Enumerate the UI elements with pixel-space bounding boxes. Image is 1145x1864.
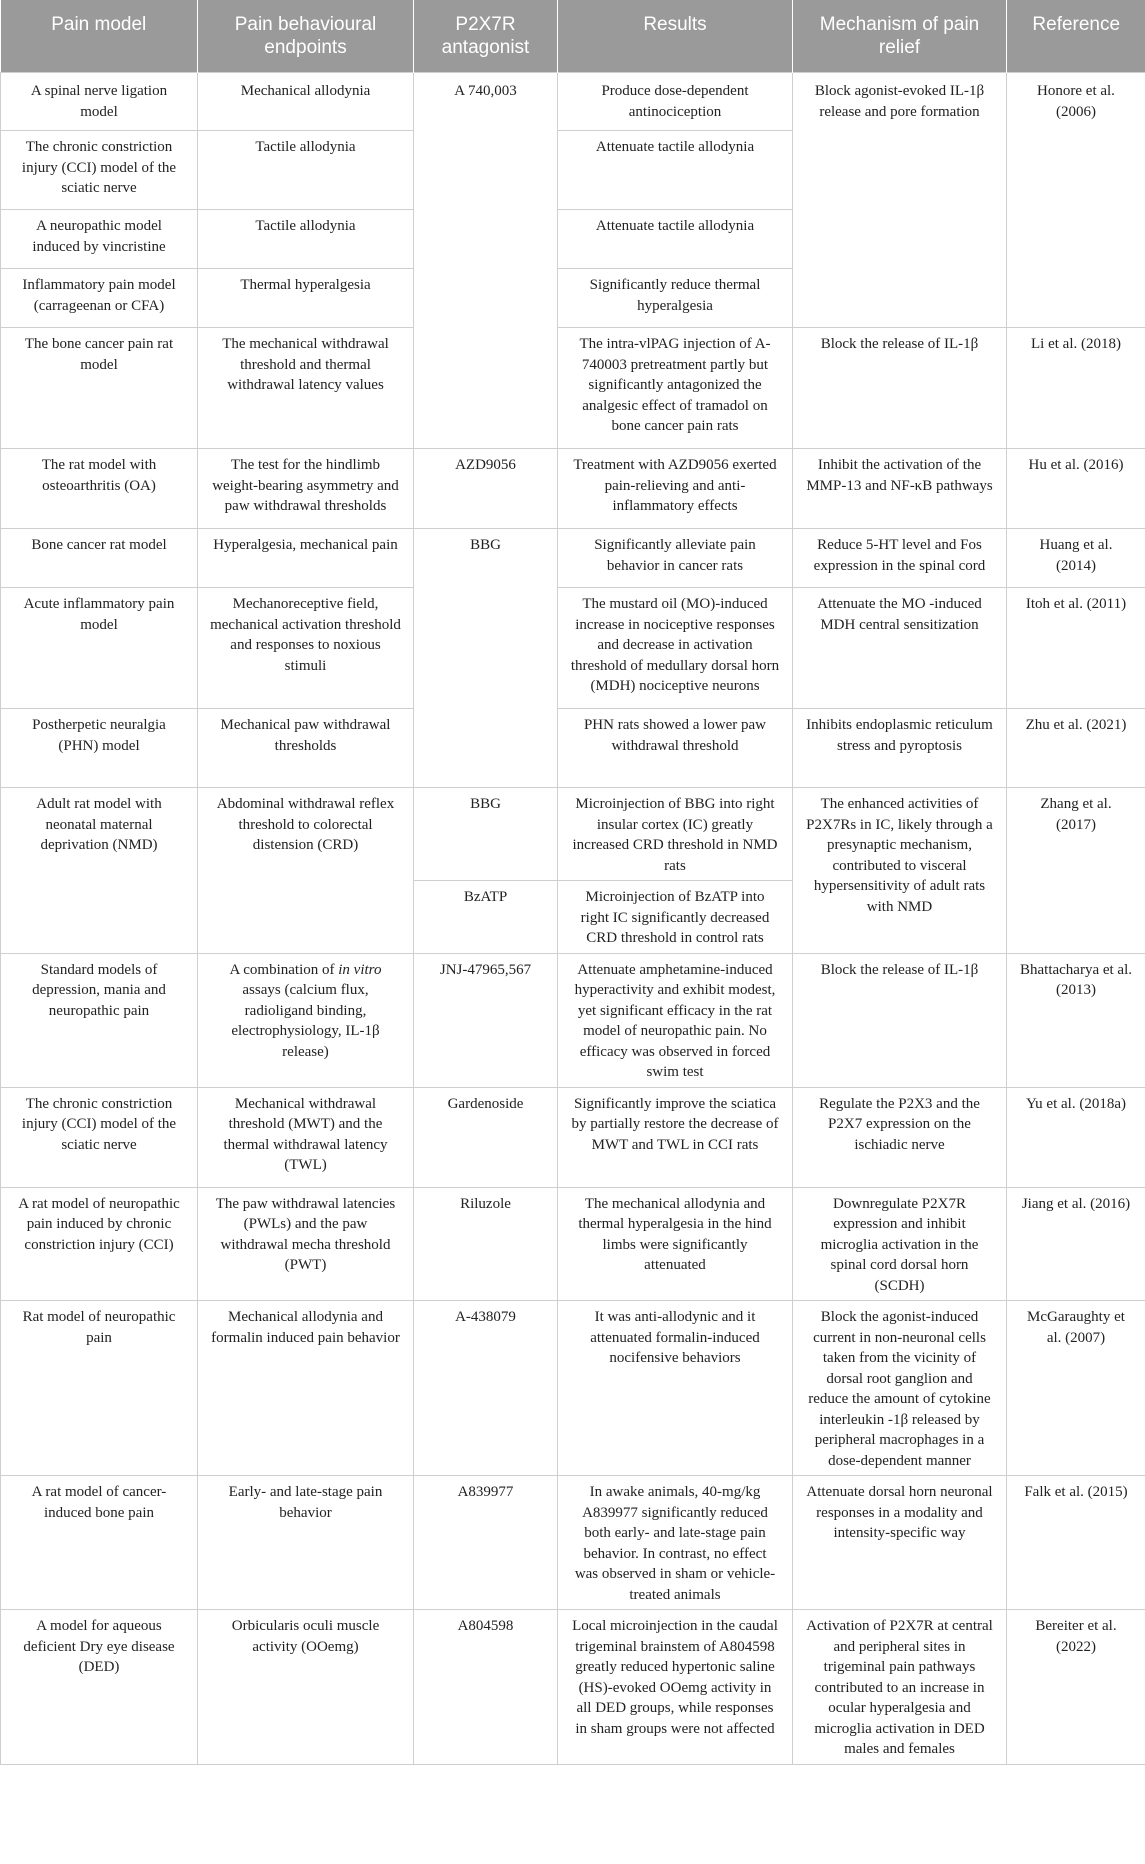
cell-endpoints <box>198 953 414 1087</box>
cell-results: Significantly improve the sciatica by partially restore the decrease of MWT and TWL in CCI rats <box>558 1087 793 1187</box>
cell-antagonist: AZD9056 <box>414 449 558 529</box>
cell-reference: Huang et al. (2014) <box>1007 529 1145 588</box>
cell-model: A neuropathic model induced by vincristine <box>1 210 198 269</box>
cell-results: The intra-vlPAG injection of A-740003 pretreatment partly but significantly antagonized the analgesic effect of tramadol on bone cancer pain rats <box>558 328 793 449</box>
cell-mechanism: Attenuate the MO -induced MDH central sensitization <box>793 588 1007 709</box>
table-row <box>1 1187 1145 1301</box>
table-row <box>1 529 1145 588</box>
cell-endpoints: Hyperalgesia, mechanical pain <box>198 529 414 588</box>
table-row <box>1 709 1145 788</box>
cell-results: Local microinjection in the caudal trigeminal brainstem of A804598 greatly reduced hypertonic saline (HS)-evoked OOemg activity in all DED groups, while responses in sham groups were not affected <box>558 1610 793 1765</box>
endpoints-text-italic: in vitro <box>338 961 382 978</box>
cell-antagonist: BBG <box>414 788 558 881</box>
header-mechanism: Mechanism of pain relief <box>793 0 1007 73</box>
cell-mechanism: Regulate the P2X3 and the P2X7 expression on the ischiadic nerve <box>793 1087 1007 1187</box>
cell-model: Bone cancer rat model <box>1 529 198 588</box>
cell-model: Acute inflammatory pain model <box>1 588 198 709</box>
header-reference: Reference <box>1007 0 1145 73</box>
cell-endpoints: The mechanical withdrawal threshold and thermal withdrawal latency values <box>198 328 414 449</box>
cell-model: A rat model of cancer-induced bone pain <box>1 1476 198 1610</box>
cell-endpoints: Orbicularis oculi muscle activity (OOemg) <box>198 1610 414 1765</box>
cell-results: The mechanical allodynia and thermal hyperalgesia in the hind limbs were significantly attenuated <box>558 1187 793 1301</box>
table-row <box>1 449 1145 529</box>
cell-endpoints: Mechanical allodynia and formalin induced pain behavior <box>198 1301 414 1476</box>
header-row <box>1 0 1145 73</box>
cell-endpoints: Thermal hyperalgesia <box>198 269 414 328</box>
header-antagonist: P2X7R antagonist <box>414 0 558 73</box>
cell-model: Postherpetic neuralgia (PHN) model <box>1 709 198 788</box>
table-row <box>1 588 1145 709</box>
cell-model: A rat model of neuropathic pain induced by chronic constriction injury (CCI) <box>1 1187 198 1301</box>
cell-model: Adult rat model with neonatal maternal deprivation (NMD) <box>1 788 198 954</box>
cell-mechanism: Inhibit the activation of the MMP-13 and NF-κB pathways <box>793 449 1007 529</box>
cell-model: A spinal nerve ligation model <box>1 73 198 131</box>
header-endpoints: Pain behavioural endpoints <box>198 0 414 73</box>
cell-antagonist: BBG <box>414 529 558 788</box>
cell-antagonist: Gardenoside <box>414 1087 558 1187</box>
cell-endpoints: Early- and late-stage pain behavior <box>198 1476 414 1610</box>
cell-mechanism: Block the release of IL-1β <box>793 328 1007 449</box>
cell-results: Attenuate tactile allodynia <box>558 210 793 269</box>
cell-reference: Hu et al. (2016) <box>1007 449 1145 529</box>
table-row <box>1 1301 1145 1476</box>
cell-model: Rat model of neuropathic pain <box>1 1301 198 1476</box>
cell-results: PHN rats showed a lower paw withdrawal threshold <box>558 709 793 788</box>
endpoints-text-post: assays (calcium flux, radioligand binding, electrophysiology, IL-1β release) <box>231 982 380 1060</box>
cell-antagonist: Riluzole <box>414 1187 558 1301</box>
cell-reference: Bhattacharya et al. (2013) <box>1007 953 1145 1087</box>
cell-model: Standard models of depression, mania and neuropathic pain <box>1 953 198 1087</box>
cell-endpoints: Tactile allodynia <box>198 210 414 269</box>
cell-model: The bone cancer pain rat model <box>1 328 198 449</box>
cell-reference: Falk et al. (2015) <box>1007 1476 1145 1610</box>
cell-endpoints: Abdominal withdrawal reflex threshold to colorectal distension (CRD) <box>198 788 414 954</box>
table-row <box>1 953 1145 1087</box>
cell-results: Attenuate tactile allodynia <box>558 131 793 210</box>
cell-results: Significantly alleviate pain behavior in cancer rats <box>558 529 793 588</box>
cell-reference: Li et al. (2018) <box>1007 328 1145 449</box>
cell-reference: McGaraughty et al. (2007) <box>1007 1301 1145 1476</box>
cell-antagonist: A839977 <box>414 1476 558 1610</box>
cell-endpoints: The test for the hindlimb weight-bearing asymmetry and paw withdrawal thresholds <box>198 449 414 529</box>
table-row <box>1 1610 1145 1765</box>
cell-endpoints: The paw withdrawal latencies (PWLs) and the paw withdrawal mecha threshold (PWT) <box>198 1187 414 1301</box>
cell-antagonist: A-438079 <box>414 1301 558 1476</box>
cell-results: It was anti-allodynic and it attenuated formalin-induced nocifensive behaviors <box>558 1301 793 1476</box>
cell-results: Microinjection of BBG into right insular cortex (IC) greatly increased CRD threshold in NMD rats <box>558 788 793 881</box>
cell-mechanism: Attenuate dorsal horn neuronal responses in a modality and intensity-specific way <box>793 1476 1007 1610</box>
cell-antagonist: JNJ-47965,567 <box>414 953 558 1087</box>
cell-reference: Zhu et al. (2021) <box>1007 709 1145 788</box>
cell-reference: Jiang et al. (2016) <box>1007 1187 1145 1301</box>
cell-mechanism: Activation of P2X7R at central and peripheral sites in trigeminal pain pathways contributed to an increase in ocular hyperalgesia and microglia activation in DED males and females <box>793 1610 1007 1765</box>
cell-results: Attenuate amphetamine-induced hyperactivity and exhibit modest, yet significant efficacy in the rat model of neuropathic pain. No efficacy was observed in forced swim test <box>558 953 793 1087</box>
cell-results: Significantly reduce thermal hyperalgesia <box>558 269 793 328</box>
cell-results: Produce dose-dependent antinociception <box>558 73 793 131</box>
cell-results: The mustard oil (MO)-induced increase in nociceptive responses and decrease in activation threshold of medullary dorsal horn (MDH) nociceptive neurons <box>558 588 793 709</box>
cell-mechanism: Block the release of IL-1β <box>793 953 1007 1087</box>
cell-reference: Itoh et al. (2011) <box>1007 588 1145 709</box>
cell-antagonist: BzATP <box>414 881 558 954</box>
cell-mechanism: Inhibits endoplasmic reticulum stress and pyroptosis <box>793 709 1007 788</box>
cell-endpoints: Tactile allodynia <box>198 131 414 210</box>
cell-mechanism: Block agonist-evoked IL-1β release and pore formation <box>793 73 1007 328</box>
cell-model: A model for aqueous deficient Dry eye disease (DED) <box>1 1610 198 1765</box>
cell-results: In awake animals, 40-mg/kg A839977 significantly reduced both early- and late-stage pain behavior. In contrast, no effect was observed in sham or vehicle-treated animals <box>558 1476 793 1610</box>
cell-model: The chronic constriction injury (CCI) model of the sciatic nerve <box>1 131 198 210</box>
cell-model: Inflammatory pain model (carrageenan or CFA) <box>1 269 198 328</box>
table-row <box>1 788 1145 881</box>
table-row <box>1 1476 1145 1610</box>
cell-mechanism: The enhanced activities of P2X7Rs in IC, likely through a presynaptic mechanism, contributed to visceral hypersensitivity of adult rats with NMD <box>793 788 1007 954</box>
header-pain-model: Pain model <box>1 0 198 73</box>
cell-model: The rat model with osteoarthritis (OA) <box>1 449 198 529</box>
header-results: Results <box>558 0 793 73</box>
cell-endpoints: Mechanical allodynia <box>198 73 414 131</box>
cell-model: The chronic constriction injury (CCI) model of the sciatic nerve <box>1 1087 198 1187</box>
table-row <box>1 73 1145 131</box>
cell-results: Microinjection of BzATP into right IC significantly decreased CRD threshold in control rats <box>558 881 793 954</box>
table-row <box>1 328 1145 449</box>
cell-reference: Zhang et al. (2017) <box>1007 788 1145 954</box>
endpoints-text-pre: A combination of <box>229 961 339 978</box>
cell-mechanism: Reduce 5-HT level and Fos expression in the spinal cord <box>793 529 1007 588</box>
cell-reference: Yu et al. (2018a) <box>1007 1087 1145 1187</box>
cell-endpoints: Mechanical withdrawal threshold (MWT) and the thermal withdrawal latency (TWL) <box>198 1087 414 1187</box>
cell-endpoints: Mechanical paw withdrawal thresholds <box>198 709 414 788</box>
cell-reference: Honore et al. (2006) <box>1007 73 1145 328</box>
table-row <box>1 1087 1145 1187</box>
cell-reference: Bereiter et al. (2022) <box>1007 1610 1145 1765</box>
cell-mechanism: Downregulate P2X7R expression and inhibit microglia activation in the spinal cord dorsal horn (SCDH) <box>793 1187 1007 1301</box>
cell-endpoints: Mechanoreceptive field, mechanical activation threshold and responses to noxious stimuli <box>198 588 414 709</box>
cell-mechanism: Block the agonist-induced current in non-neuronal cells taken from the vicinity of dorsal root ganglion and reduce the amount of cytokine interleukin -1β released by peripheral macrophages in a dose-dependent manner <box>793 1301 1007 1476</box>
cell-antagonist: A 740,003 <box>414 73 558 449</box>
cell-results: Treatment with AZD9056 exerted pain-relieving and anti-inflammatory effects <box>558 449 793 529</box>
cell-antagonist: A804598 <box>414 1610 558 1765</box>
